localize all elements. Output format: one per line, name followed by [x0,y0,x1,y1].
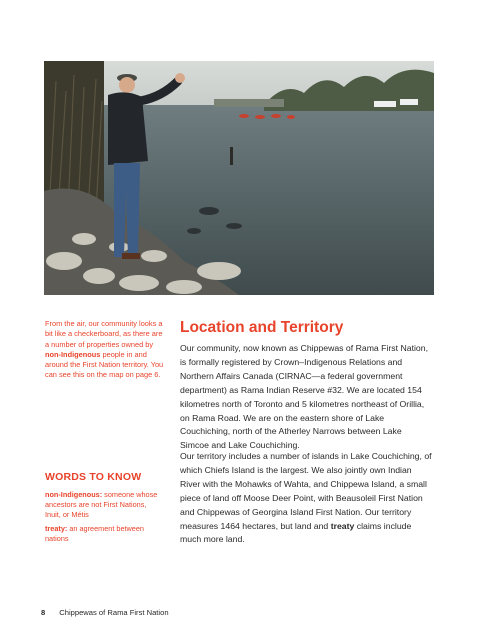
paragraph-location: Our community, now known as Chippewas of Rama First Nation, is formally registered by Crown–Indigenous Relations and Northern Affairs Canada (CIRNAC—a federal government department) as Rama Indian Reserve #32. We are located 154 kilometres north of Toronto and 5 kilometres northeast of Orillia, on Rama Road. We are on the eastern shore of Lake Couchiching, north of the Atherley Narrows between Lake Simcoe and Lake Couchiching. [180,343,429,451]
caption-keyword: non-Indigenous [45,349,101,359]
words-to-know-title: WORDS TO KNOW [45,471,142,483]
treaty-keyword: treaty [330,520,355,531]
main-section [180,318,432,453]
page-number: 8 [41,608,46,617]
page-footer [41,608,169,617]
photo-caption: From the air, our community looks a bit like a checkerboard, as there are a number of properties owned by non-Indigenous people in and around the First Nation territory. You can see this on the map on page 6. [45,319,164,380]
glossary-term-non-indigenous: non-Indigenous: someone whose ancestors are not First Nations, Inuit, or Métis [45,490,158,520]
section-heading: Location and Territory [180,319,344,336]
photo-illustration [44,61,434,295]
lakeshore-photo [44,61,434,295]
sidebar-caption [45,319,165,381]
glossary-term-treaty: treaty: an agreement between nations [45,524,144,544]
paragraph-territory: Our territory includes a number of islands in Lake Couchiching, of which Chiefs Island is the largest. We also jointly own Indian River with the Mohawks of Wahta, and Chippewa Island, a small piece of land off Moose Deer Point, with Beausoleil First Nation and Chippewas of Georgina Island First Nation. Our territory measures 1464 hectares, but land and treaty claims include much more land. [180,451,432,545]
running-title: Chippewas of Rama First Nation [59,608,169,617]
